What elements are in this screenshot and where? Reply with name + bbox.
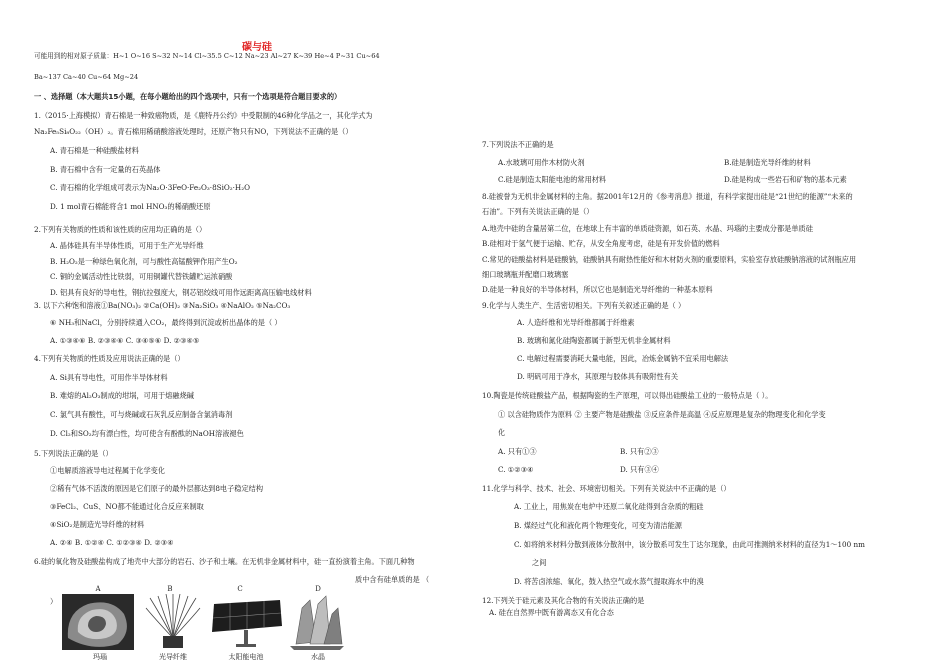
q7-option-a: A.水玻璃可用作木材防火剂 [498, 158, 585, 167]
q5-statement-4: ④SiO₂是制造光导纤维的材料 [50, 520, 145, 529]
image-letter-c: C [237, 585, 243, 593]
atomic-masses-line-2: Ba~137 Ca~40 Cu~64 Mg~24 [34, 73, 139, 81]
q2-stem: 2.下列有关物质的性质和该性质的应用均正确的是（） [34, 225, 207, 234]
q2-option-d: D. 铝具有良好的导电性，钢抗拉强度大，钢芯铝绞线可用作远距离高压输电线材料 [50, 288, 312, 297]
q11-option-a: A. 工业上，用焦炭在电炉中还原二氧化硅得到含杂质的粗硅 [514, 502, 704, 511]
image-letter-b: B [167, 585, 173, 593]
q8-option-a: A.地壳中硅的含量居第二位，在地球上有丰富的单质硅资源，如石英、水晶、玛瑙的主要成分都是单质硅 [482, 224, 813, 233]
image-letter-d: D [315, 585, 321, 593]
q11-option-b: B. 煤经过气化和液化两个物理变化，可变为清洁能源 [514, 521, 682, 530]
image-caption-agate: 玛瑙 [93, 653, 107, 661]
q4-stem: 4.下列有关物质的性质及应用说法正确的是（） [34, 354, 185, 363]
q4-option-a: A. Si具有导电性，可用作半导体材料 [50, 373, 168, 382]
q11-stem: 11.化学与科学、技术、社会、环境密切相关。下列有关说法中不正确的是（） [482, 484, 731, 493]
q5-statement-2: ②稀有气体不活泼的原因是它们原子的最外层都达到8电子稳定结构 [50, 484, 264, 493]
optical-fiber-image [142, 594, 204, 650]
crystal-image [286, 594, 348, 650]
q3-options: A. ①③④⑥ B. ②③④⑥ C. ③④⑤⑥ D. ②③④⑤ [50, 336, 200, 345]
image-letter-a: A [95, 585, 101, 593]
image-caption-optical-fiber: 光导纤维 [159, 653, 187, 661]
solar-cell-image [210, 596, 284, 650]
q11-option-c-1: C. 如将纳米材料分散到液体分散剂中，该分散系可发生丁达尔现象，由此可推测纳米材料的直径为1～100 nm [514, 540, 865, 549]
q12-option-a: A. 硅在自然界中既有游离态又有化合态 [489, 608, 614, 617]
q11-option-d: D. 将苦卤浓缩、氧化，鼓入热空气或水蒸气提取海水中的溴 [514, 577, 704, 586]
q10-stem: 10.陶瓷是传统硅酸盐产品，根据陶瓷的生产原理，可以得出硅酸盐工业的一般特点是（ ）。 [482, 391, 773, 400]
q7-option-b: B.硅是制造光导纤维的材料 [724, 158, 811, 167]
q10-option-c: C. ①②③④ [498, 465, 534, 474]
image-caption-crystal: 水晶 [311, 653, 325, 661]
q3-stem: 3. 以下六种饱和溶液①Ba(NO₃)₂ ②Ca(OH)₂ ③Na₂SiO₃ ④NaAlO₂ ⑤Na₂CO₃ [34, 301, 291, 310]
q11-option-c-2: 之间 [532, 558, 547, 567]
q8-option-d: D.硅是一种良好的半导体材料，所以它也是制造光导纤维的一种基本原料 [482, 285, 713, 294]
q6-stem: 6.硅的氧化物及硅酸盐构成了地壳中大部分的岩石、沙子和土壤。在无机非金属材料中，硅一直扮演着主角。下面几种物 [34, 557, 415, 566]
q8-stem-2: 石油”。下列有关说法正确的是（） [482, 207, 594, 216]
q1-option-a: A. 青石棉是一种硅酸盐材料 [50, 146, 139, 155]
q4-option-b: B. 难熔的Al₂O₃制成的坩埚，可用于熔融烧碱 [50, 391, 194, 400]
page-title: 碳与硅 [242, 42, 272, 53]
q2-option-a: A. 晶体硅具有半导体性质，可用于生产光导纤维 [50, 241, 204, 250]
q10-option-a: A. 只有①③ [498, 447, 537, 456]
q8-stem-1: 8.硅被誉为无机非金属材料的主角。据2001年12月的《参考消息》报道，有科学家提出硅是“21世纪的能源”“未来的 [482, 192, 853, 201]
q5-stem: 5.下列说法正确的是（） [34, 449, 113, 458]
q6-close-paren: ） [50, 597, 58, 606]
q4-option-d: D. Cl₂和SO₂均有漂白性，均可使含有酚酞的NaOH溶液褪色 [50, 429, 244, 438]
image-caption-solar-cell: 太阳能电池 [228, 653, 264, 661]
q3-stem-2: ⑥ NH₃和NaCl，分别持续通入CO₂，最终得到沉淀或析出晶体的是（ ） [50, 318, 282, 327]
q8-option-c-2: 细口玻璃瓶并配磨口玻璃塞 [482, 270, 569, 279]
atomic-masses-line-1: 可能用到的相对原子质量：H~1 O~16 S~32 N~14 Cl~35.5 C~12 Na~23 Al~27 K~39 He~4 P~31 Cu~64 [34, 52, 380, 60]
q10-option-b: B. 只有②③ [620, 447, 659, 456]
q1-option-d: D. 1 mol青石棉能将含1 mol HNO₃的稀硝酸还原 [50, 202, 211, 211]
q12-stem: 12.下列关于硅元素及其化合物的有关说法正确的是 [482, 596, 645, 605]
q5-statement-3: ③FeCl₂、CuS、NO都不能通过化合反应来制取 [50, 502, 204, 511]
q10-option-d: D. 只有③④ [620, 465, 659, 474]
q2-option-c: C. 铜的金属活动性比铁弱，可用铜罐代替铁罐贮运浓硝酸 [50, 272, 233, 281]
q7-option-c: C.硅是制造太阳能电池的常用材料 [498, 175, 607, 184]
q9-option-c: C. 电解过程需要消耗大量电能，因此，冶炼金属钠不宜采用电解法 [517, 354, 729, 363]
q4-option-c: C. 氯气具有酸性，可与烧碱或石灰乳反应制备含氯消毒剂 [50, 410, 233, 419]
q7-stem: 7.下列说法不正确的是 [482, 140, 554, 149]
q9-option-d: D. 明矾可用于净水，其原理与胶体具有吸附性有关 [517, 372, 679, 381]
q1-option-b: B. 青石棉中含有一定量的石英晶体 [50, 165, 161, 174]
q10-statements-1: ① 以含硅物质作为原料 ② 主要产物是硅酸盐 ③反应条件是高温 ④反应原理是复杂的物理变化和化学变 [498, 410, 826, 419]
q5-statement-1: ①电解质溶液导电过程属于化学变化 [50, 466, 166, 475]
q9-option-a: A. 人造纤维和光导纤维都属于纤维素 [517, 318, 635, 327]
q9-option-b: B. 玻璃和氮化硅陶瓷都属于新型无机非金属材料 [517, 336, 671, 345]
q5-options: A. ②④ B. ①②④ C. ①②③④ D. ②③④ [50, 538, 174, 547]
q9-stem: 9.化学与人类生产、生活密切相关。下列有关叙述正确的是（ ） [482, 301, 686, 310]
q8-option-b: B.硅相对于氢气便于运输、贮存，从安全角度考虑，硅是有开发价值的燃料 [482, 239, 720, 248]
q10-statements-2: 化 [498, 428, 506, 437]
q1-stem-1: 1.（2015·上海模拟）青石棉是一种致癌物质，是《鹿特丹公约》中受限制的46种化学品之一，其化学式为 [34, 111, 373, 120]
q1-option-c: C. 青石棉的化学组成可表示为Na₂O·3FeO·Fe₂O₃·8SiO₂·H₂O [50, 183, 250, 192]
agate-image [62, 594, 134, 650]
q1-stem-2: Na₂Fe₅Si₈O₂₂（OH）₂。青石棉用稀硝酸溶液处理时，还原产物只有NO，下列说法不正确的是（） [34, 127, 353, 136]
q8-option-c-1: C.常见的硅酸盐材料是硅酸钠，硅酸钠具有耐热性能好和木材防火剂的重要原料，实验室存放硅酸钠溶液的试剂瓶应用 [482, 255, 857, 264]
q7-option-d: D.硅是构成一些岩石和矿物的基本元素 [724, 175, 847, 184]
q6-stem-2: 质中含有硅单质的是 （ [355, 575, 430, 584]
q2-option-b: B. H₂O₂是一种绿色氧化剂，可与酸性高锰酸钾作用产生O₂ [50, 257, 238, 266]
section-heading: 一 、选择题（本大题共15小题，在每小题给出的四个选项中，只有一个选项是符合题目要求的） [34, 92, 342, 101]
